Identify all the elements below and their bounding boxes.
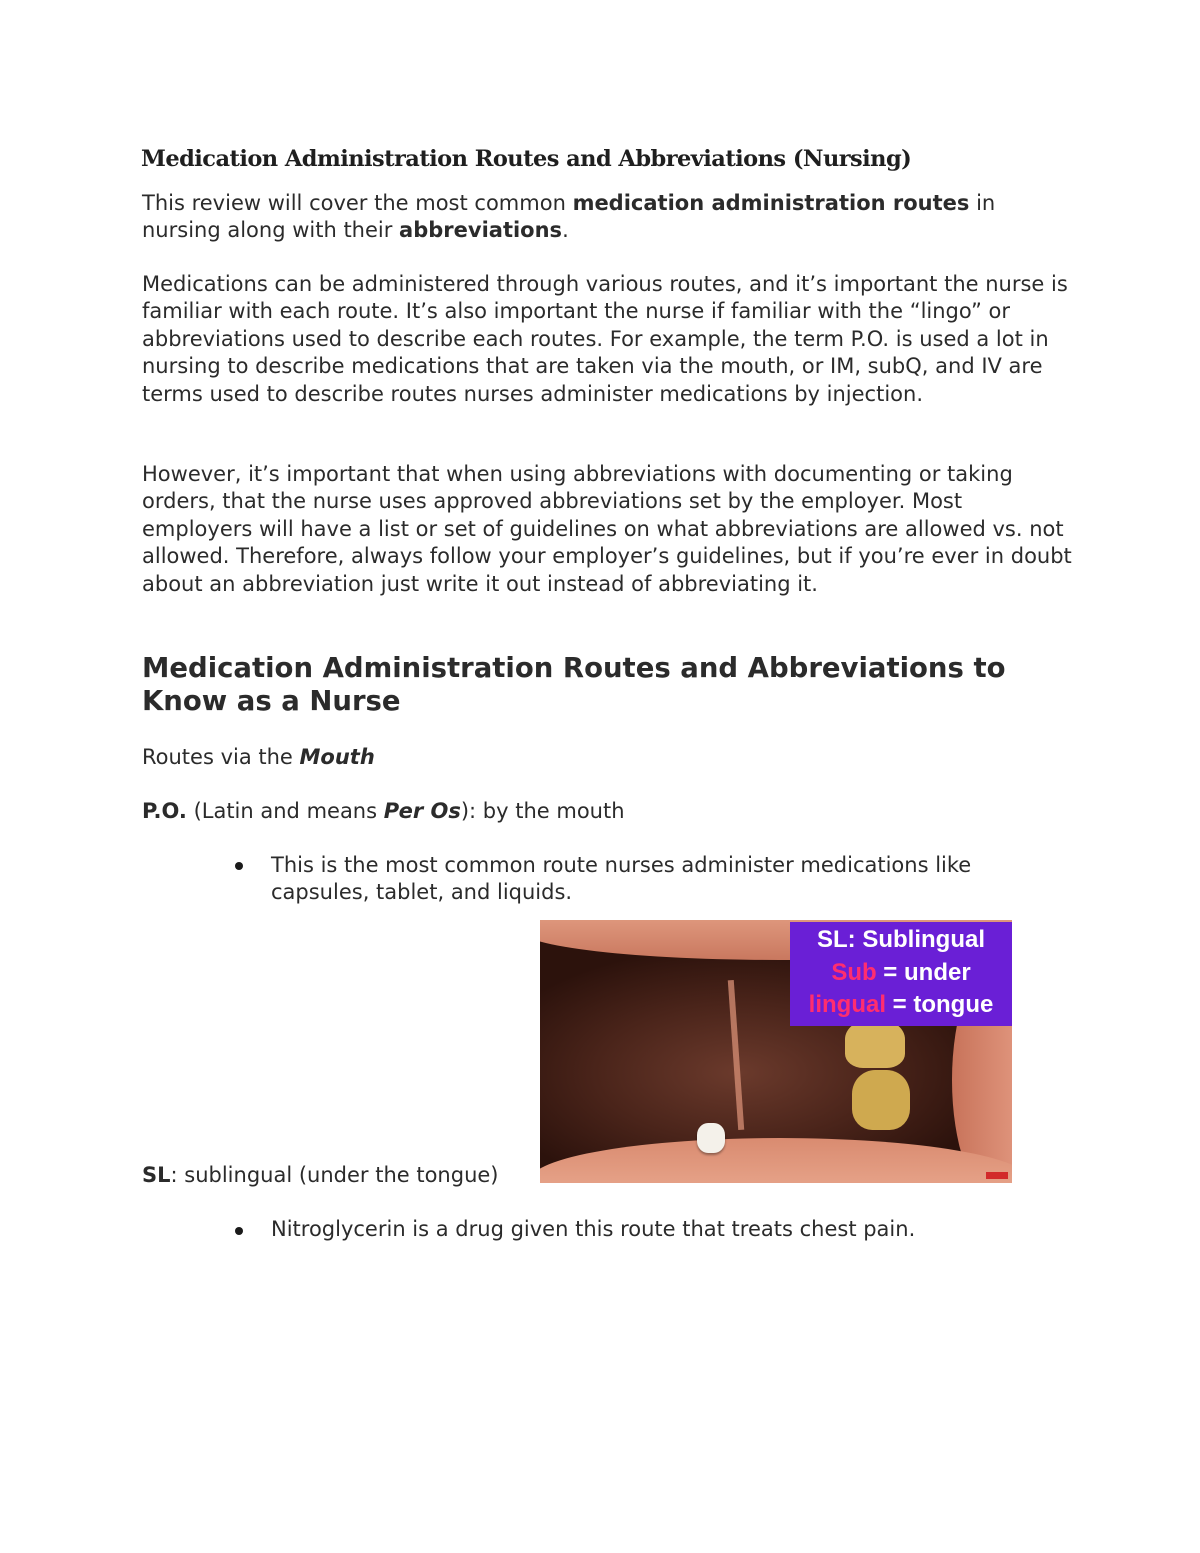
watermark-tag [986, 1172, 1008, 1179]
sublingual-badge [790, 922, 1012, 1026]
intro-text-2: in nursing along with their [142, 191, 996, 243]
badge-line-1: SL: Sublingual [817, 926, 985, 953]
pill-icon [697, 1123, 725, 1153]
bullet-icon [235, 1227, 243, 1235]
tooth-shape [845, 1020, 905, 1068]
routes-paragraph: Medications can be administered through various routes, and it’s important the nurse is familiar with each route. It’s also important the nurse if familiar with the “lingo” or abbreviations used to describe each routes. For example, the term P.O. is used a lot in nursing to describe medications that are taken via the mouth, or IM, subQ, and IV are terms used to describe routes nurses administer medications by injection. [142, 272, 1068, 406]
routes-via-mouth [142, 743, 375, 771]
frenulum-shape [728, 980, 744, 1130]
badge-sub: Sub [831, 959, 877, 986]
routes-via-label: Routes via the [142, 745, 300, 769]
badge-line-3 [790, 991, 1012, 1019]
po-definition [142, 797, 625, 825]
lower-lip-shape [540, 1138, 1012, 1183]
sl-definition [142, 1161, 499, 1189]
po-text-2: ): by the mouth [460, 799, 625, 823]
badge-under: = under [876, 959, 971, 986]
sl-text: : sublingual (under the tongue) [170, 1163, 499, 1187]
badge-tongue: = tongue [886, 991, 994, 1018]
bullet-icon [235, 862, 243, 870]
po-text-1: (Latin and means [186, 799, 384, 823]
po-abbreviation: P.O. [142, 799, 187, 823]
sl-bullet: Nitroglycerin is a drug given this route that treats chest pain. [271, 1217, 916, 1241]
intro-paragraph [142, 190, 1077, 245]
tooth-shape [852, 1070, 910, 1130]
sublingual-image [540, 920, 1012, 1183]
guidelines-paragraph: However, it’s important that when using abbreviations with documenting or taking orders, that the nurse uses approved abbreviations set by the employer. Most employers will have a list or set of guidelines on what abbreviations are allowed vs. not allowed. Therefore, always follow your employer’s guidelines, but if you’re ever in doubt about an abbreviation just write it out instead of abbreviating it. [142, 462, 1072, 596]
badge-line-2 [790, 959, 1012, 987]
per-os-emphasis: Per Os [383, 799, 461, 823]
intro-bold-abbreviations: abbreviations [399, 218, 563, 243]
sl-abbreviation: SL [142, 1163, 171, 1187]
badge-lingual: lingual [808, 991, 886, 1018]
mouth-emphasis: Mouth [299, 745, 375, 769]
document-title: Medication Administration Routes and Abbreviations (Nursing) [141, 146, 912, 172]
intro-text-3: . [562, 218, 569, 243]
intro-bold-routes: medication administration routes [572, 191, 970, 215]
section-heading: Medication Administration Routes and Abbreviations to Know as a Nurse [142, 652, 1006, 717]
po-bullet: This is the most common route nurses administer medications like capsules, tablet, and liquids. [271, 853, 972, 905]
intro-text-1: This review will cover the most common [142, 191, 573, 215]
